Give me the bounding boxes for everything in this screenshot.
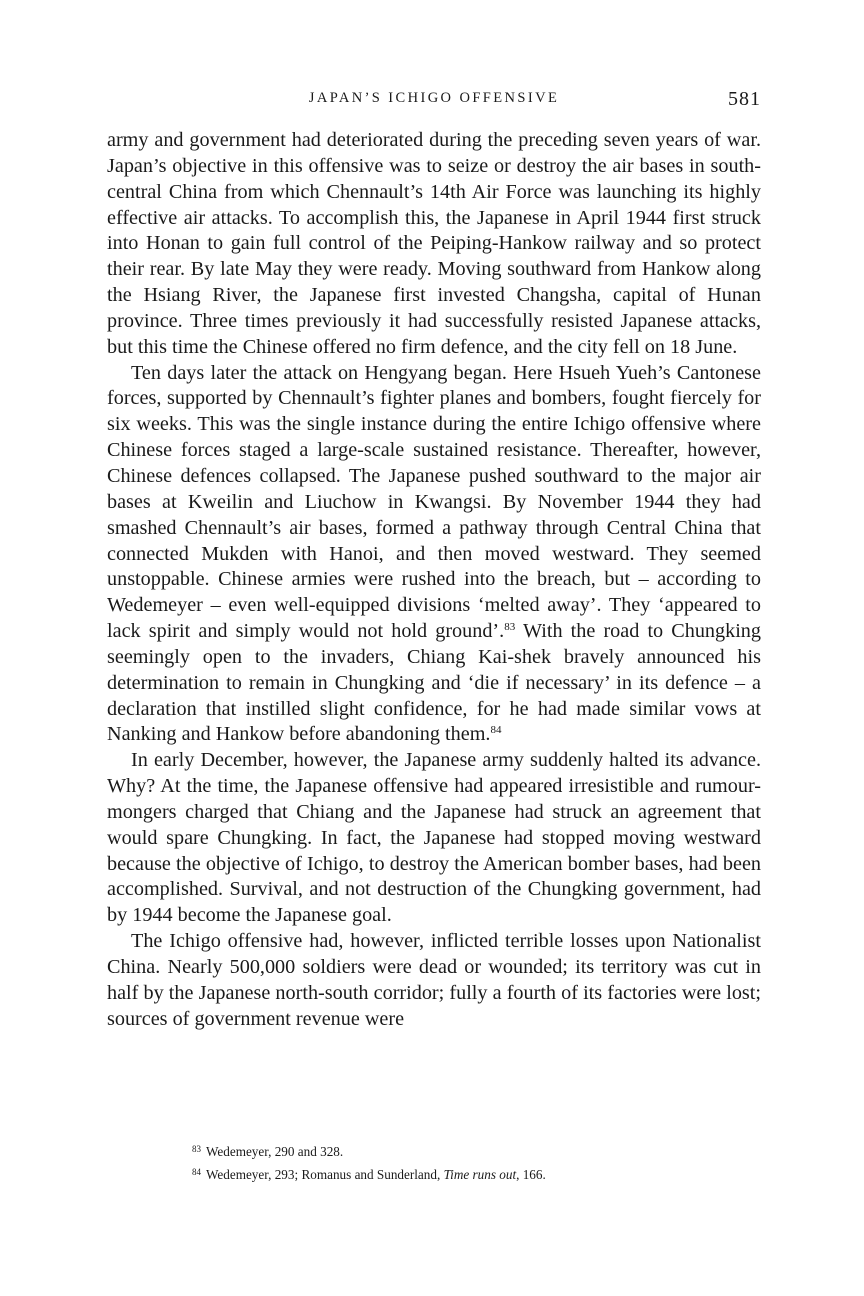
running-title: JAPAN’S ICHIGO OFFENSIVE: [308, 90, 560, 106]
footnote-number: 83: [192, 1144, 201, 1154]
body-text: [107, 128, 761, 1033]
footnote-ref-83: 83: [504, 621, 516, 634]
running-head: [107, 90, 761, 114]
footnote-ref-84: 84: [490, 724, 502, 737]
footnote-text-after: , 166.: [516, 1167, 546, 1182]
paragraph-1-text: army and government had deteriorated during the preceding seven years of war. Japan’s objective in this offensive was to seize or destroy the air bases in south-central China from which Chennault’s 14th Air Force was launching its highly effective air attacks. To accomplish this, the Japanese in April 1944 first struck into Honan to gain full control of the Peiping-Hankow railway and so protect their rear. By late May they were ready. Moving southward from Hankow along the Hsiang River, the Japanese first invested Changsha, capital of Hunan province. Three times previously it had successfully resisted Japanese attacks, but this time the Chinese offered no firm defence, and the city fell on 18 June.: [107, 129, 761, 358]
page-number: 581: [728, 88, 761, 110]
paragraph-1: [107, 128, 761, 361]
footnotes: [192, 1139, 752, 1185]
paragraph-3-text: In early December, however, the Japanese army suddenly halted its advance. Why? At the time, the Japanese offensive had appeared irresistible and rumour-mongers charged that Chiang and the Japanese had struck an agreement that would spare Chungking. In fact, the Japanese had stopped moving westward because the objective of Ichigo, to destroy the American bomber bases, had been accomplished. Survival, and not destruction of the Chungking government, had by 1944 become the Japanese goal.: [107, 749, 761, 927]
footnote-84: [192, 1162, 752, 1185]
paragraph-2-continuation: With the road to Chungking seemingly open to the invaders, Chiang Kai-shek bravely announced his determination to remain in Chungking and ‘die if necessary’ in its defence – a declaration that instilled slight confidence, for he had made similar vows at Nanking and Hankow before abandoning them.: [107, 620, 761, 746]
paragraph-2: [107, 361, 761, 749]
paragraph-2-text: Ten days later the attack on Hengyang began. Here Hsueh Yueh’s Cantonese forces, supported by Chennault’s fighter planes and bombers, fought fiercely for six weeks. This was the single instance during the entire Ichigo offensive where Chinese forces staged a large-scale sustained resistance. Thereafter, however, Chinese defences collapsed. The Japanese pushed southward to the major air bases at Kweilin and Liuchow in Kwangsi. By November 1944 they had smashed Chennault’s air bases, formed a pathway through Central China that connected Mukden with Hanoi, and then moved westward. They seemed unstoppable. Chinese armies were rushed into the breach, but – according to Wedemeyer – even well-equipped divisions ‘melted away’. They ‘appeared to lack spirit and simply would not hold ground’.: [107, 361, 761, 643]
footnote-book-title: Time runs out: [443, 1167, 517, 1182]
footnote-83: [192, 1139, 752, 1162]
paragraph-3: [107, 748, 761, 929]
footnote-text-before: Wedemeyer, 293; Romanus and Sunderland,: [206, 1167, 444, 1182]
footnote-text: Wedemeyer, 290 and 328.: [206, 1144, 344, 1159]
footnote-number: 84: [192, 1167, 201, 1177]
paragraph-4: [107, 929, 761, 1032]
paragraph-4-text: The Ichigo offensive had, however, inflicted terrible losses upon Nationalist China. Nearly 500,000 soldiers were dead or wounded; its territory was cut in half by the Japanese north-south corridor; fully a fourth of its factories were lost; sources of government revenue were: [107, 930, 761, 1030]
